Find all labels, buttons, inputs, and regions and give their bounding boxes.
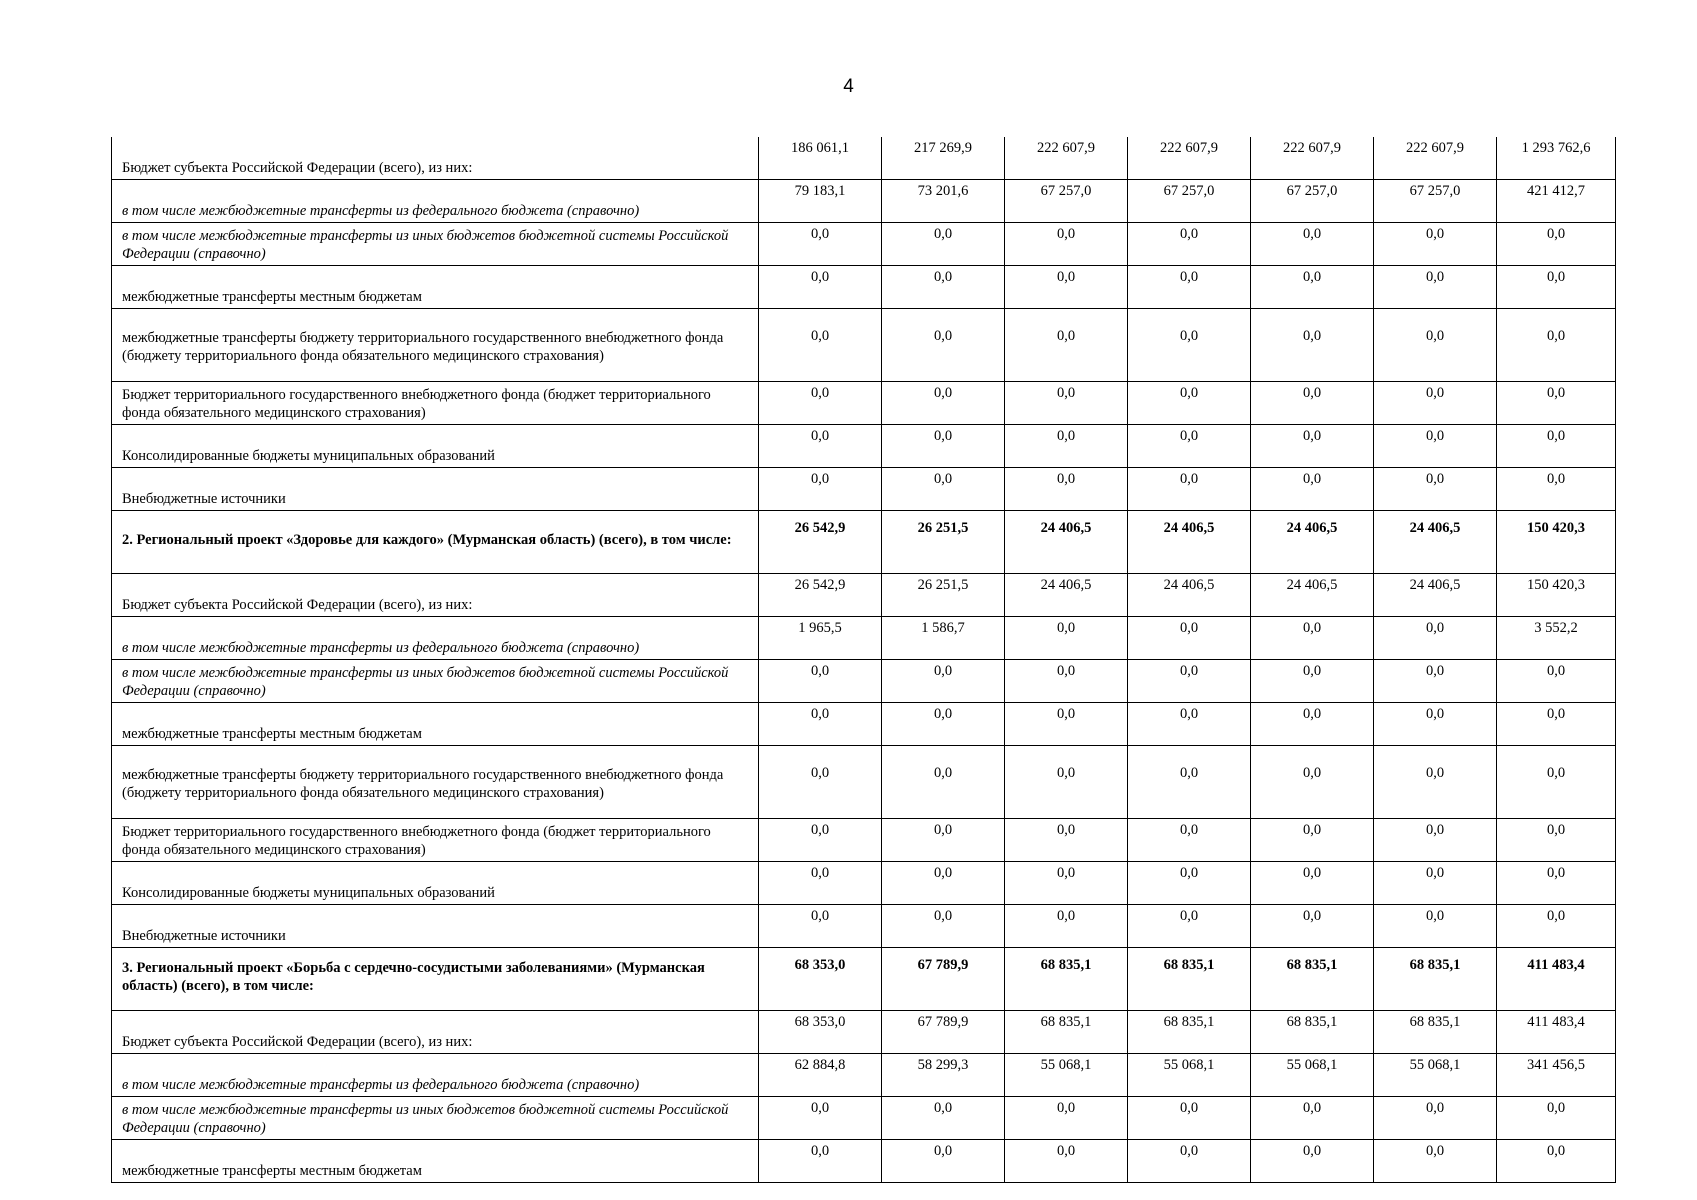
value-cell: 0,0 <box>882 703 1005 746</box>
table-row <box>112 511 1616 574</box>
value-cell: 68 835,1 <box>1374 1011 1497 1054</box>
row-label: межбюджетные трансферты местным бюджетам <box>122 289 422 305</box>
value-cell: 0,0 <box>1005 309 1128 382</box>
value-cell: 0,0 <box>1374 703 1497 746</box>
value-cell: 0,0 <box>882 862 1005 905</box>
value-cell: 24 406,5 <box>1251 574 1374 617</box>
value-cell: 0,0 <box>1497 425 1616 468</box>
value-cell: 68 835,1 <box>1005 948 1128 1011</box>
value-cell: 24 406,5 <box>1374 511 1497 574</box>
value-cell: 421 412,7 <box>1497 180 1616 223</box>
value-cell: 24 406,5 <box>1005 511 1128 574</box>
value-cell: 68 835,1 <box>1128 1011 1251 1054</box>
value-cell: 68 835,1 <box>1251 948 1374 1011</box>
value-cell: 67 257,0 <box>1251 180 1374 223</box>
value-cell: 0,0 <box>882 266 1005 309</box>
value-cell: 0,0 <box>1374 905 1497 948</box>
value-cell: 0,0 <box>1251 425 1374 468</box>
value-cell: 0,0 <box>1005 425 1128 468</box>
row-label: 2. Региональный проект «Здоровье для каждого» (Мурманская область) (всего), в том числе: <box>122 532 732 548</box>
value-cell: 68 835,1 <box>1251 1011 1374 1054</box>
budget-table <box>111 137 1616 1183</box>
value-cell: 0,0 <box>1128 862 1251 905</box>
value-cell: 0,0 <box>1128 746 1251 819</box>
value-cell: 341 456,5 <box>1497 1054 1616 1097</box>
value-cell: 0,0 <box>759 382 882 425</box>
table-row <box>112 660 1616 703</box>
value-cell: 0,0 <box>1251 266 1374 309</box>
row-label: в том числе межбюджетные трансферты из иных бюджетов бюджетной системы Российской Федерации (справочно) <box>122 228 729 262</box>
row-label: Бюджет субъекта Российской Федерации (всего), из них: <box>122 160 473 176</box>
value-cell: 24 406,5 <box>1005 574 1128 617</box>
value-cell: 67 789,9 <box>882 1011 1005 1054</box>
value-cell: 0,0 <box>759 905 882 948</box>
value-cell: 0,0 <box>1497 1140 1616 1183</box>
value-cell: 0,0 <box>882 223 1005 266</box>
value-cell: 0,0 <box>882 468 1005 511</box>
value-cell: 0,0 <box>759 746 882 819</box>
value-cell: 68 353,0 <box>759 1011 882 1054</box>
row-label-cell <box>112 905 759 948</box>
value-cell: 0,0 <box>759 1097 882 1140</box>
value-cell: 55 068,1 <box>1374 1054 1497 1097</box>
value-cell: 0,0 <box>1374 309 1497 382</box>
value-cell: 150 420,3 <box>1497 574 1616 617</box>
value-cell: 222 607,9 <box>1128 137 1251 180</box>
table-row <box>112 862 1616 905</box>
value-cell: 0,0 <box>1497 660 1616 703</box>
table-row <box>112 223 1616 266</box>
table-row <box>112 574 1616 617</box>
value-cell: 0,0 <box>1128 468 1251 511</box>
value-cell: 0,0 <box>882 660 1005 703</box>
value-cell: 0,0 <box>759 1140 882 1183</box>
row-label-cell <box>112 468 759 511</box>
value-cell: 0,0 <box>882 1097 1005 1140</box>
row-label-cell <box>112 746 759 819</box>
table-row <box>112 180 1616 223</box>
value-cell: 55 068,1 <box>1005 1054 1128 1097</box>
value-cell: 222 607,9 <box>1251 137 1374 180</box>
row-label-cell <box>112 223 759 266</box>
value-cell: 0,0 <box>1497 382 1616 425</box>
value-cell: 0,0 <box>1128 660 1251 703</box>
row-label: в том числе межбюджетные трансферты из федерального бюджета (справочно) <box>122 640 640 656</box>
value-cell: 0,0 <box>1128 1097 1251 1140</box>
value-cell: 26 251,5 <box>882 511 1005 574</box>
value-cell: 79 183,1 <box>759 180 882 223</box>
row-label-cell <box>112 948 759 1011</box>
value-cell: 0,0 <box>1374 223 1497 266</box>
value-cell: 24 406,5 <box>1251 511 1374 574</box>
row-label-cell <box>112 574 759 617</box>
value-cell: 411 483,4 <box>1497 1011 1616 1054</box>
page-number: 4 <box>843 76 854 97</box>
value-cell: 55 068,1 <box>1128 1054 1251 1097</box>
row-label: Бюджет территориального государственного внебюджетного фонда (бюджет территориального фонда обязательного медицинского страхования) <box>122 824 711 858</box>
table-row <box>112 1140 1616 1183</box>
table-row <box>112 617 1616 660</box>
value-cell: 26 542,9 <box>759 511 882 574</box>
row-label: Консолидированные бюджеты муниципальных образований <box>122 885 495 901</box>
value-cell: 0,0 <box>1005 703 1128 746</box>
row-label-cell <box>112 425 759 468</box>
row-label-cell <box>112 1140 759 1183</box>
row-label-cell <box>112 382 759 425</box>
value-cell: 67 257,0 <box>1005 180 1128 223</box>
value-cell: 0,0 <box>882 819 1005 862</box>
value-cell: 0,0 <box>1497 905 1616 948</box>
value-cell: 0,0 <box>1005 468 1128 511</box>
row-label: межбюджетные трансферты бюджету территориального государственного внебюджетного фонда (бюджету территориального фонда обязательного медицинского страхования) <box>122 767 724 801</box>
table-row <box>112 1054 1616 1097</box>
value-cell: 0,0 <box>1251 382 1374 425</box>
value-cell: 0,0 <box>1128 309 1251 382</box>
row-label-cell <box>112 180 759 223</box>
value-cell: 0,0 <box>1005 660 1128 703</box>
value-cell: 67 789,9 <box>882 948 1005 1011</box>
table-row <box>112 1011 1616 1054</box>
row-label-cell <box>112 617 759 660</box>
value-cell: 0,0 <box>759 862 882 905</box>
row-label-cell <box>112 1011 759 1054</box>
value-cell: 0,0 <box>759 223 882 266</box>
value-cell: 0,0 <box>1251 1140 1374 1183</box>
value-cell: 0,0 <box>1005 819 1128 862</box>
value-cell: 0,0 <box>1005 746 1128 819</box>
value-cell: 26 251,5 <box>882 574 1005 617</box>
value-cell: 0,0 <box>1128 223 1251 266</box>
value-cell: 0,0 <box>1128 819 1251 862</box>
value-cell: 0,0 <box>1128 617 1251 660</box>
value-cell: 68 835,1 <box>1374 948 1497 1011</box>
table-row <box>112 746 1616 819</box>
value-cell: 0,0 <box>1374 660 1497 703</box>
table-row <box>112 382 1616 425</box>
value-cell: 0,0 <box>882 425 1005 468</box>
row-label: Бюджет территориального государственного внебюджетного фонда (бюджет территориального фонда обязательного медицинского страхования) <box>122 387 711 421</box>
value-cell: 0,0 <box>1374 382 1497 425</box>
row-label-cell <box>112 309 759 382</box>
value-cell: 0,0 <box>1005 1140 1128 1183</box>
value-cell: 0,0 <box>1497 266 1616 309</box>
value-cell: 68 835,1 <box>1005 1011 1128 1054</box>
value-cell: 67 257,0 <box>1374 180 1497 223</box>
row-label: в том числе межбюджетные трансферты из иных бюджетов бюджетной системы Российской Федерации (справочно) <box>122 665 729 699</box>
value-cell: 0,0 <box>1251 468 1374 511</box>
value-cell: 62 884,8 <box>759 1054 882 1097</box>
value-cell: 217 269,9 <box>882 137 1005 180</box>
value-cell: 73 201,6 <box>882 180 1005 223</box>
value-cell: 0,0 <box>1251 223 1374 266</box>
value-cell: 0,0 <box>1128 905 1251 948</box>
table-row <box>112 703 1616 746</box>
value-cell: 0,0 <box>1128 703 1251 746</box>
value-cell: 0,0 <box>759 425 882 468</box>
value-cell: 222 607,9 <box>1374 137 1497 180</box>
table-row <box>112 309 1616 382</box>
table-row <box>112 819 1616 862</box>
value-cell: 0,0 <box>1128 425 1251 468</box>
table-row <box>112 425 1616 468</box>
value-cell: 0,0 <box>1251 309 1374 382</box>
value-cell: 1 293 762,6 <box>1497 137 1616 180</box>
value-cell: 0,0 <box>1497 309 1616 382</box>
value-cell: 0,0 <box>759 266 882 309</box>
value-cell: 58 299,3 <box>882 1054 1005 1097</box>
value-cell: 0,0 <box>1497 468 1616 511</box>
value-cell: 68 353,0 <box>759 948 882 1011</box>
row-label: в том числе межбюджетные трансферты из федерального бюджета (справочно) <box>122 1077 640 1093</box>
row-label: межбюджетные трансферты местным бюджетам <box>122 1163 422 1179</box>
value-cell: 0,0 <box>1497 746 1616 819</box>
value-cell: 67 257,0 <box>1128 180 1251 223</box>
value-cell: 0,0 <box>1374 819 1497 862</box>
value-cell: 0,0 <box>1374 425 1497 468</box>
value-cell: 0,0 <box>1497 819 1616 862</box>
row-label: Консолидированные бюджеты муниципальных образований <box>122 448 495 464</box>
value-cell: 0,0 <box>1497 703 1616 746</box>
value-cell: 0,0 <box>1374 1097 1497 1140</box>
row-label-cell <box>112 819 759 862</box>
value-cell: 150 420,3 <box>1497 511 1616 574</box>
value-cell: 0,0 <box>1497 223 1616 266</box>
row-label: 3. Региональный проект «Борьба с сердечно-сосудистыми заболеваниями» (Мурманская область) (всего), в том числе: <box>122 960 705 994</box>
value-cell: 0,0 <box>759 660 882 703</box>
value-cell: 0,0 <box>1005 617 1128 660</box>
value-cell: 0,0 <box>759 819 882 862</box>
value-cell: 0,0 <box>1251 862 1374 905</box>
value-cell: 0,0 <box>1374 1140 1497 1183</box>
row-label-cell <box>112 1097 759 1140</box>
value-cell: 0,0 <box>1005 223 1128 266</box>
table-row <box>112 137 1616 180</box>
value-cell: 1 586,7 <box>882 617 1005 660</box>
value-cell: 0,0 <box>759 703 882 746</box>
row-label: Бюджет субъекта Российской Федерации (всего), из них: <box>122 1034 473 1050</box>
value-cell: 0,0 <box>882 382 1005 425</box>
value-cell: 0,0 <box>1374 746 1497 819</box>
value-cell: 3 552,2 <box>1497 617 1616 660</box>
row-label: Внебюджетные источники <box>122 491 286 507</box>
row-label: Внебюджетные источники <box>122 928 286 944</box>
value-cell: 0,0 <box>759 309 882 382</box>
value-cell: 0,0 <box>882 905 1005 948</box>
value-cell: 1 965,5 <box>759 617 882 660</box>
row-label: межбюджетные трансферты бюджету территориального государственного внебюджетного фонда (бюджету территориального фонда обязательного медицинского страхования) <box>122 330 724 364</box>
value-cell: 0,0 <box>1005 266 1128 309</box>
value-cell: 0,0 <box>1251 819 1374 862</box>
value-cell: 68 835,1 <box>1128 948 1251 1011</box>
value-cell: 26 542,9 <box>759 574 882 617</box>
value-cell: 0,0 <box>1374 862 1497 905</box>
row-label-cell <box>112 1054 759 1097</box>
row-label-cell <box>112 862 759 905</box>
value-cell: 0,0 <box>882 746 1005 819</box>
value-cell: 222 607,9 <box>1005 137 1128 180</box>
table-row <box>112 468 1616 511</box>
value-cell: 0,0 <box>1128 266 1251 309</box>
value-cell: 0,0 <box>1005 905 1128 948</box>
value-cell: 55 068,1 <box>1251 1054 1374 1097</box>
row-label-cell <box>112 703 759 746</box>
value-cell: 0,0 <box>1251 703 1374 746</box>
value-cell: 0,0 <box>882 309 1005 382</box>
value-cell: 0,0 <box>759 468 882 511</box>
value-cell: 0,0 <box>1005 862 1128 905</box>
value-cell: 0,0 <box>1374 266 1497 309</box>
row-label-cell <box>112 266 759 309</box>
value-cell: 0,0 <box>1251 617 1374 660</box>
value-cell: 0,0 <box>1251 1097 1374 1140</box>
value-cell: 0,0 <box>1374 617 1497 660</box>
value-cell: 0,0 <box>1128 382 1251 425</box>
row-label: межбюджетные трансферты местным бюджетам <box>122 726 422 742</box>
value-cell: 0,0 <box>1374 468 1497 511</box>
value-cell: 0,0 <box>1005 382 1128 425</box>
value-cell: 186 061,1 <box>759 137 882 180</box>
table-row <box>112 266 1616 309</box>
value-cell: 24 406,5 <box>1128 574 1251 617</box>
row-label-cell <box>112 511 759 574</box>
row-label: Бюджет субъекта Российской Федерации (всего), из них: <box>122 597 473 613</box>
value-cell: 0,0 <box>1005 1097 1128 1140</box>
value-cell: 0,0 <box>1128 1140 1251 1183</box>
value-cell: 24 406,5 <box>1374 574 1497 617</box>
value-cell: 0,0 <box>1251 905 1374 948</box>
table-row <box>112 1097 1616 1140</box>
row-label: в том числе межбюджетные трансферты из иных бюджетов бюджетной системы Российской Федерации (справочно) <box>122 1102 729 1136</box>
row-label-cell <box>112 660 759 703</box>
value-cell: 411 483,4 <box>1497 948 1616 1011</box>
row-label-cell <box>112 137 759 180</box>
value-cell: 0,0 <box>1251 746 1374 819</box>
table-row <box>112 905 1616 948</box>
value-cell: 0,0 <box>882 1140 1005 1183</box>
value-cell: 0,0 <box>1497 862 1616 905</box>
table-row <box>112 948 1616 1011</box>
value-cell: 0,0 <box>1497 1097 1616 1140</box>
value-cell: 24 406,5 <box>1128 511 1251 574</box>
row-label: в том числе межбюджетные трансферты из федерального бюджета (справочно) <box>122 203 640 219</box>
value-cell: 0,0 <box>1251 660 1374 703</box>
